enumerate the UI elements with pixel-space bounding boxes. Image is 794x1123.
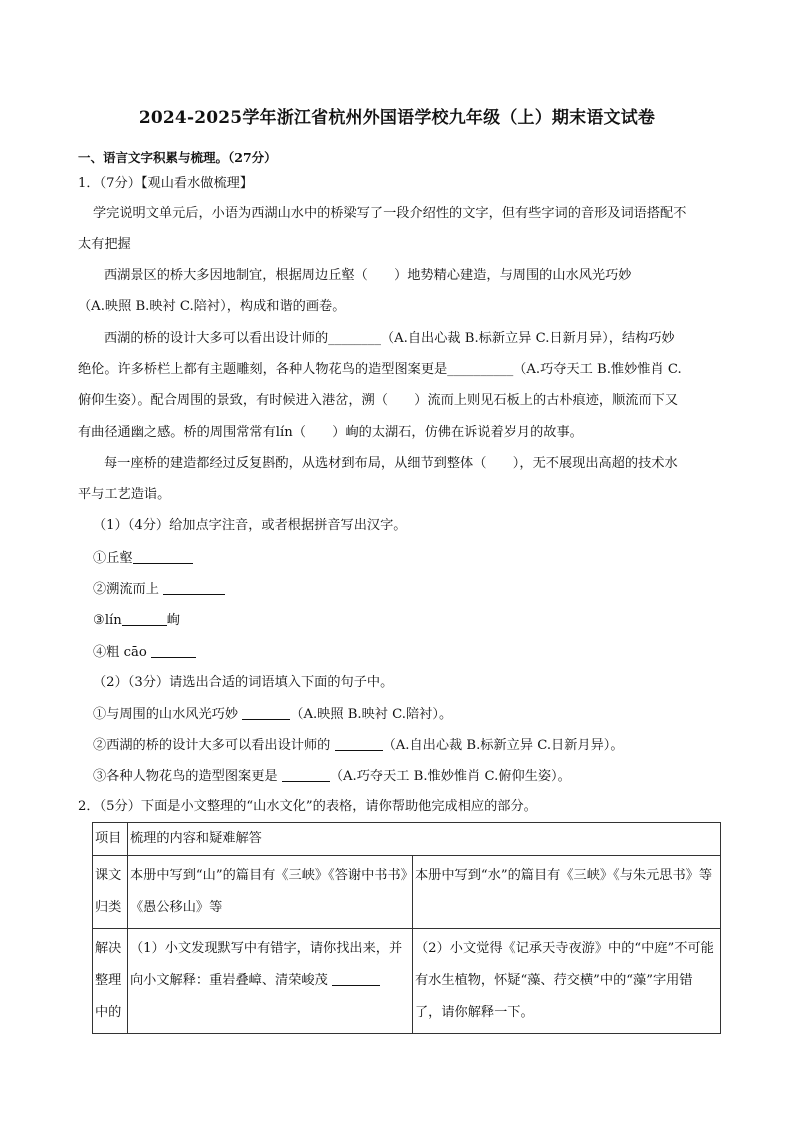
answer-blank[interactable] — [122, 611, 167, 626]
passage-p3-line-1: 每一座桥的建造都经过反复斟酌，从选材到布局，从细节到整体（ ），无不展现出高超的技术水 — [104, 456, 678, 471]
sub1-item-2 — [93, 580, 225, 599]
table-row — [93, 856, 721, 929]
table-header-cell: 梳理的内容和疑难解答 — [128, 823, 721, 856]
sub2-item-2-options: （A.自出心裁 B.标新立异 C.日新月异）。 — [382, 738, 624, 753]
table-cell: （2）小文觉得《记承天寺夜游》中的“中庭”不可能有水生植物，怀疑“藻、荇交横”中的“藻”字用错了，请你解释一下。 — [413, 929, 721, 1034]
table-cell: 本册中写到“山”的篇目有《三峡》《答谢中书书》《愚公移山》等 — [128, 856, 413, 929]
exam-title: 2024-2025学年浙江省杭州外国语学校九年级（上）期末语文试卷 — [138, 108, 656, 128]
table-row — [93, 823, 721, 856]
question-2-header: 2．（5分）下面是小文整理的“山水文化”的表格，请你帮助他完成相应的部分。 — [78, 799, 537, 814]
sub2-item-3-text: ③各种人物花鸟的造型图案更是 — [93, 769, 278, 784]
sub2-item-3 — [93, 767, 571, 786]
question-1-header: 1．（7分）【观山看水做梳理】 — [78, 176, 254, 191]
sub1-item-4-pinyin: cāo — [123, 645, 147, 660]
answer-blank[interactable] — [133, 549, 193, 564]
sub2-item-1 — [93, 705, 452, 724]
passage-p2-line-3: 俯仰生姿）。配合周围的景致，有时候进入港岔，溯（ ）流而上则见石板上的古朴痕迹，顺流而下又 — [78, 393, 679, 408]
passage-p2-line-2: 绝伦。许多桥栏上都有主题雕刻，各种人物花鸟的造型图案更是__________（A.巧夺天工 B.惟妙惟肖 C. — [78, 362, 682, 377]
sub1-item-3 — [93, 611, 180, 630]
passage-p1-line-1: 西湖景区的桥大多因地制宜，根据周边丘壑（ ）地势精心建造，与周围的山水风光巧妙 — [104, 268, 632, 283]
intro-line-2: 太有把握 — [78, 237, 131, 252]
section-heading: 一、语言文字积累与梳理。（27分） — [78, 150, 277, 165]
subquestion-1-prompt: （1）（4分）给加点字注音，或者根据拼音写出汉字。 — [93, 518, 407, 533]
sub1-item-2-text: ②溯流而上 — [93, 582, 159, 597]
sub1-item-4 — [93, 643, 196, 662]
sub2-item-1-options: （A.映照 B.映衬 C.陪衬）。 — [290, 707, 453, 722]
sub2-item-3-options: （A.巧夺天工 B.惟妙惟肖 C.俯仰生姿）。 — [329, 769, 571, 784]
sub2-item-2 — [93, 736, 624, 755]
sub1-item-3-suffix: 峋 — [166, 613, 180, 628]
table-header-cell: 项目 — [93, 823, 128, 856]
table-cell — [128, 929, 413, 1034]
answer-blank[interactable] — [163, 580, 225, 595]
sub1-item-1 — [93, 549, 193, 568]
answer-blank[interactable] — [151, 643, 196, 658]
passage-p2-line-1: 西湖的桥的设计大多可以看出设计师的________（A.自出心裁 B.标新立异 C.日新月异），结构巧妙 — [104, 331, 675, 346]
passage-p2-line-4: 有曲径通幽之感。桥的周围常常有lín（ ）峋的太湖石，仿佛在诉说着岁月的故事。 — [78, 425, 583, 440]
subquestion-2-prompt: （2）（3分）请选出合适的词语填入下面的句子中。 — [93, 675, 394, 690]
passage-p3-line-2: 平与工艺造诣。 — [78, 487, 171, 502]
answer-blank[interactable] — [282, 767, 330, 782]
passage-p1-line-2: （A.映照 B.映衬 C.陪衬），构成和谐的画卷。 — [78, 299, 346, 314]
table-cell-text: （1）小文发现默写中有错字，请你找出来，并向小文解释：重岩叠嶂、清荣峻茂 — [130, 941, 403, 988]
answer-blank[interactable] — [242, 705, 290, 720]
summary-table — [92, 822, 721, 1034]
sub2-item-2-text: ②西湖的桥的设计大多可以看出设计师的 — [93, 738, 331, 753]
answer-blank[interactable] — [335, 736, 383, 751]
intro-line-1: 学完说明文单元后，小语为西湖山水中的桥梁写了一段介绍性的文字，但有些字词的音形及词语搭配不 — [93, 206, 687, 221]
table-row — [93, 929, 721, 1034]
sub2-item-1-text: ①与周围的山水风光巧妙 — [93, 707, 239, 722]
sub1-item-1-text: ①丘壑 — [93, 551, 133, 566]
answer-blank[interactable] — [332, 971, 380, 986]
table-cell: 解决整理中的 — [93, 929, 128, 1034]
table-cell: 本册中写到“水”的篇目有《三峡》《与朱元思书》等 — [413, 856, 721, 929]
sub1-item-3-text: ③lín — [93, 613, 122, 628]
sub1-item-4-text: ④粗 — [93, 645, 120, 660]
table-cell: 课文归类 — [93, 856, 128, 929]
